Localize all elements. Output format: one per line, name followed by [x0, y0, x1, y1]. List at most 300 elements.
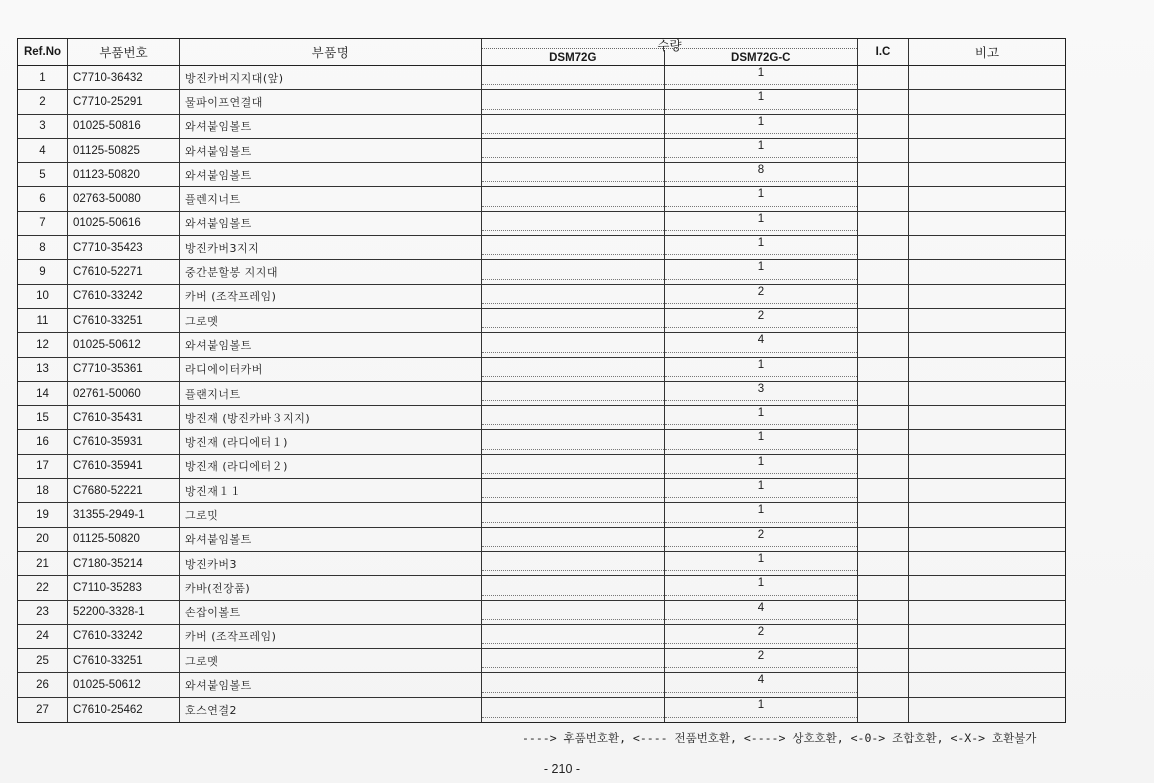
row-qty-dsm72g [482, 649, 665, 672]
row-ref-no: 7 [18, 212, 68, 235]
header-quantity-group [482, 39, 858, 65]
table-row [18, 285, 1065, 309]
row-ic [858, 309, 909, 332]
row-qty-dsm72g-c [665, 333, 858, 356]
row-ref-no: 27 [18, 698, 68, 722]
header-model-dsm72g-c: DSM72G-C [731, 51, 791, 64]
row-remarks [909, 382, 1065, 405]
dotted-guide [665, 643, 857, 644]
row-ref-no: 25 [18, 649, 68, 672]
row-remarks [909, 212, 1065, 235]
row-ref-no: 17 [18, 455, 68, 478]
row-ic [858, 382, 909, 405]
row-part-number: C7610-52271 [68, 260, 180, 283]
dotted-guide [665, 303, 857, 304]
row-part-name: 방진카버3지지 [180, 236, 482, 259]
row-part-name: 라디에이터카버 [180, 358, 482, 381]
header-ic: I.C [858, 39, 909, 65]
dotted-guide [665, 717, 857, 718]
row-part-name: 물파이프연결대 [180, 90, 482, 113]
table-row [18, 528, 1065, 552]
row-ic [858, 479, 909, 502]
row-ref-no: 21 [18, 552, 68, 575]
table-row [18, 430, 1065, 454]
row-ic [858, 236, 909, 259]
table-row [18, 382, 1065, 406]
row-remarks [909, 503, 1065, 526]
row-part-number: C7610-35431 [68, 406, 180, 429]
row-part-name: 방진재 (라디에터２) [180, 455, 482, 478]
table-row [18, 552, 1065, 576]
row-ic [858, 576, 909, 599]
row-ref-no: 18 [18, 479, 68, 502]
row-qty-dsm72g [482, 358, 665, 381]
row-qty-dsm72g-c [665, 163, 858, 186]
row-ref-no: 4 [18, 139, 68, 162]
row-part-name: 그로멧 [180, 649, 482, 672]
row-part-number: C7610-33251 [68, 309, 180, 332]
row-remarks [909, 528, 1065, 551]
row-qty-dsm72g-c [665, 552, 858, 575]
row-qty-dsm72g [482, 115, 665, 138]
row-part-name: 그로멧 [180, 309, 482, 332]
table-row [18, 309, 1065, 333]
row-part-number: 31355-2949-1 [68, 503, 180, 526]
table-row [18, 698, 1065, 722]
row-part-name: 카바(전장품) [180, 576, 482, 599]
table-row [18, 333, 1065, 357]
dotted-guide [665, 84, 857, 85]
row-ic [858, 625, 909, 648]
row-part-name: 손잡이볼트 [180, 601, 482, 624]
row-ref-no: 3 [18, 115, 68, 138]
row-qty-dsm72g-c [665, 285, 858, 308]
row-part-name: 중간분할봉 지지대 [180, 260, 482, 283]
row-qty-dsm72g-c [665, 358, 858, 381]
row-ref-no: 11 [18, 309, 68, 332]
row-part-number: C7710-35423 [68, 236, 180, 259]
dotted-guide [482, 546, 664, 547]
row-part-name: 방진재 (라디에터１) [180, 430, 482, 453]
row-remarks [909, 625, 1065, 648]
row-part-name: 와셔붙임볼트 [180, 115, 482, 138]
row-part-number: 02761-50060 [68, 382, 180, 405]
row-ref-no: 20 [18, 528, 68, 551]
row-qty-dsm72g [482, 528, 665, 551]
table-row [18, 163, 1065, 187]
row-part-number: C7610-25462 [68, 698, 180, 722]
row-ref-no: 9 [18, 260, 68, 283]
dotted-guide [482, 327, 664, 328]
row-quantity: 1 [757, 504, 765, 517]
row-part-name: 와셔붙임볼트 [180, 139, 482, 162]
row-remarks [909, 698, 1065, 722]
row-quantity: 1 [757, 480, 765, 493]
dotted-guide [665, 327, 857, 328]
row-qty-dsm72g [482, 139, 665, 162]
row-remarks [909, 309, 1065, 332]
row-ic [858, 163, 909, 186]
dotted-guide [482, 570, 664, 571]
row-quantity: 1 [757, 91, 765, 104]
dotted-guide [482, 206, 664, 207]
row-qty-dsm72g [482, 601, 665, 624]
row-part-name: 호스연결2 [180, 698, 482, 722]
table-row [18, 260, 1065, 284]
dotted-guide [482, 157, 664, 158]
row-ic [858, 673, 909, 696]
row-quantity: 1 [757, 237, 765, 250]
row-part-number: 01025-50612 [68, 673, 180, 696]
row-part-name: 방진카버지지대(앞) [180, 66, 482, 89]
row-remarks [909, 406, 1065, 429]
row-qty-dsm72g-c [665, 455, 858, 478]
row-ref-no: 26 [18, 673, 68, 696]
row-remarks [909, 66, 1065, 89]
dotted-guide [665, 109, 857, 110]
dotted-guide [665, 522, 857, 523]
row-ic [858, 698, 909, 722]
row-qty-dsm72g [482, 406, 665, 429]
row-qty-dsm72g [482, 455, 665, 478]
row-ic [858, 358, 909, 381]
table-row [18, 187, 1065, 211]
header-quantity-divider [482, 48, 857, 49]
row-ref-no: 8 [18, 236, 68, 259]
dotted-guide [665, 133, 857, 134]
row-quantity: 8 [757, 164, 765, 177]
row-qty-dsm72g-c [665, 430, 858, 453]
row-qty-dsm72g [482, 698, 665, 722]
dotted-guide [665, 546, 857, 547]
header-quantity: 수량 [657, 38, 682, 53]
row-quantity: 1 [757, 698, 765, 711]
row-part-number: C7710-25291 [68, 90, 180, 113]
row-ic [858, 430, 909, 453]
row-remarks [909, 601, 1065, 624]
row-qty-dsm72g-c [665, 236, 858, 259]
dotted-guide [482, 595, 664, 596]
row-quantity: 1 [757, 188, 765, 201]
row-quantity: 1 [757, 455, 765, 468]
row-qty-dsm72g [482, 333, 665, 356]
dotted-guide [482, 497, 664, 498]
row-qty-dsm72g [482, 285, 665, 308]
row-ic [858, 552, 909, 575]
row-part-number: 01123-50820 [68, 163, 180, 186]
row-quantity: 1 [757, 139, 765, 152]
row-part-name: 와셔붙임볼트 [180, 163, 482, 186]
table-row [18, 66, 1065, 90]
row-part-name: 플랜지너트 [180, 382, 482, 405]
row-remarks [909, 576, 1065, 599]
row-remarks [909, 285, 1065, 308]
dotted-guide [482, 400, 664, 401]
row-qty-dsm72g [482, 382, 665, 405]
row-quantity: 4 [757, 334, 765, 347]
dotted-guide [665, 230, 857, 231]
row-ic [858, 66, 909, 89]
row-remarks [909, 187, 1065, 210]
row-ic [858, 649, 909, 672]
row-quantity: 1 [757, 577, 765, 590]
row-ref-no: 24 [18, 625, 68, 648]
dotted-guide [482, 181, 664, 182]
dotted-guide [482, 717, 664, 718]
row-ref-no: 16 [18, 430, 68, 453]
row-part-number: C7110-35283 [68, 576, 180, 599]
parts-table [17, 38, 1066, 723]
row-part-number: C7710-36432 [68, 66, 180, 89]
dotted-guide [665, 595, 857, 596]
row-part-number: 01125-50820 [68, 528, 180, 551]
table-row [18, 139, 1065, 163]
row-ref-no: 14 [18, 382, 68, 405]
dotted-guide [482, 352, 664, 353]
row-quantity: 1 [757, 115, 765, 128]
row-part-name: 와셔붙임볼트 [180, 333, 482, 356]
row-qty-dsm72g-c [665, 90, 858, 113]
row-part-name: 방진재１１ [180, 479, 482, 502]
row-ic [858, 260, 909, 283]
row-qty-dsm72g [482, 479, 665, 502]
row-ref-no: 22 [18, 576, 68, 599]
row-quantity: 2 [757, 625, 765, 638]
row-part-name: 그로밋 [180, 503, 482, 526]
row-qty-dsm72g [482, 163, 665, 186]
row-remarks [909, 649, 1065, 672]
row-ref-no: 19 [18, 503, 68, 526]
dotted-guide [482, 376, 664, 377]
dotted-guide [482, 522, 664, 523]
row-ic [858, 139, 909, 162]
dotted-guide [482, 303, 664, 304]
dotted-guide [665, 254, 857, 255]
row-qty-dsm72g [482, 503, 665, 526]
row-remarks [909, 552, 1065, 575]
row-qty-dsm72g-c [665, 115, 858, 138]
row-ref-no: 5 [18, 163, 68, 186]
dotted-guide [665, 667, 857, 668]
row-quantity: 1 [757, 67, 765, 79]
row-ref-no: 15 [18, 406, 68, 429]
row-remarks [909, 358, 1065, 381]
row-quantity: 1 [757, 261, 765, 274]
row-remarks [909, 430, 1065, 453]
dotted-guide [482, 619, 664, 620]
dotted-guide [482, 84, 664, 85]
row-qty-dsm72g [482, 673, 665, 696]
dotted-guide [665, 376, 857, 377]
header-ref-no: Ref.No [18, 39, 68, 65]
dotted-guide [482, 424, 664, 425]
dotted-guide [665, 424, 857, 425]
row-ref-no: 2 [18, 90, 68, 113]
row-qty-dsm72g-c [665, 309, 858, 332]
dotted-guide [665, 692, 857, 693]
row-qty-dsm72g [482, 90, 665, 113]
header-part-name: 부품명 [180, 39, 482, 65]
row-part-number: 52200-3328-1 [68, 601, 180, 624]
table-row [18, 576, 1065, 600]
dotted-guide [482, 692, 664, 693]
dotted-guide [665, 473, 857, 474]
row-quantity: 1 [757, 407, 765, 420]
row-quantity: 2 [757, 528, 765, 541]
row-qty-dsm72g-c [665, 673, 858, 696]
row-quantity: 4 [757, 674, 765, 687]
dotted-guide [665, 157, 857, 158]
table-row [18, 455, 1065, 479]
row-part-name: 와셔붙임볼트 [180, 212, 482, 235]
dotted-guide [665, 206, 857, 207]
row-qty-dsm72g-c [665, 139, 858, 162]
table-row [18, 358, 1065, 382]
dotted-guide [482, 109, 664, 110]
row-ref-no: 6 [18, 187, 68, 210]
row-qty-dsm72g-c [665, 479, 858, 502]
row-part-number: C7610-33242 [68, 625, 180, 648]
table-row [18, 479, 1065, 503]
row-ic [858, 333, 909, 356]
dotted-guide [665, 400, 857, 401]
row-ref-no: 10 [18, 285, 68, 308]
header-remarks: 비고 [974, 45, 1000, 60]
row-quantity: 2 [757, 650, 765, 663]
row-qty-dsm72g [482, 430, 665, 453]
row-qty-dsm72g [482, 552, 665, 575]
row-qty-dsm72g-c [665, 625, 858, 648]
row-qty-dsm72g-c [665, 649, 858, 672]
dotted-guide [665, 352, 857, 353]
header-model-dsm72g: DSM72G [482, 50, 665, 65]
dotted-guide [665, 181, 857, 182]
row-qty-dsm72g-c [665, 212, 858, 235]
table-row [18, 212, 1065, 236]
dotted-guide [482, 254, 664, 255]
row-part-number: C7610-33242 [68, 285, 180, 308]
row-part-name: 카버 (조작프레임) [180, 625, 482, 648]
dotted-guide [665, 570, 857, 571]
table-row [18, 649, 1065, 673]
page-number: - 210 - [543, 762, 581, 776]
row-part-number: 01025-50816 [68, 115, 180, 138]
row-qty-dsm72g-c [665, 382, 858, 405]
dotted-guide [665, 449, 857, 450]
row-quantity: 1 [757, 358, 765, 371]
row-qty-dsm72g [482, 212, 665, 235]
table-row [18, 90, 1065, 114]
row-part-number: C7710-35361 [68, 358, 180, 381]
row-remarks [909, 139, 1065, 162]
dotted-guide [482, 279, 664, 280]
row-qty-dsm72g [482, 66, 665, 89]
row-remarks [909, 236, 1065, 259]
row-ic [858, 503, 909, 526]
row-ref-no: 13 [18, 358, 68, 381]
row-part-name: 방진재 (방진카바３지지) [180, 406, 482, 429]
row-qty-dsm72g-c [665, 260, 858, 283]
row-part-name: 카버 (조작프레임) [180, 285, 482, 308]
dotted-guide [482, 133, 664, 134]
row-part-number: C7610-35941 [68, 455, 180, 478]
row-part-name: 와셔붙임볼트 [180, 528, 482, 551]
row-qty-dsm72g-c [665, 601, 858, 624]
row-quantity: 2 [757, 309, 765, 322]
row-qty-dsm72g-c [665, 503, 858, 526]
row-ref-no: 12 [18, 333, 68, 356]
row-ref-no: 23 [18, 601, 68, 624]
row-ic [858, 212, 909, 235]
row-part-number: 01125-50825 [68, 139, 180, 162]
row-quantity: 2 [757, 285, 765, 298]
row-qty-dsm72g [482, 236, 665, 259]
dotted-guide [482, 667, 664, 668]
dotted-guide [482, 473, 664, 474]
row-qty-dsm72g [482, 260, 665, 283]
row-qty-dsm72g-c [665, 528, 858, 551]
row-quantity: 1 [757, 431, 765, 444]
row-part-name: 플렌지너트 [180, 187, 482, 210]
dotted-guide [665, 619, 857, 620]
table-row [18, 601, 1065, 625]
row-ic [858, 90, 909, 113]
row-remarks [909, 333, 1065, 356]
row-part-number: 01025-50616 [68, 212, 180, 235]
dotted-guide [482, 449, 664, 450]
row-qty-dsm72g [482, 309, 665, 332]
row-qty-dsm72g [482, 576, 665, 599]
header-part-number: 부품번호 [68, 39, 180, 65]
row-remarks [909, 455, 1065, 478]
row-qty-dsm72g-c [665, 66, 858, 89]
row-qty-dsm72g [482, 187, 665, 210]
row-quantity: 3 [757, 382, 765, 395]
row-part-number: C7180-35214 [68, 552, 180, 575]
interchangeability-legend: ----> 후품번호환, <---- 전품번호환, <----> 상호호환, <-0-> 조합호환, <-X-> 호환불가 [522, 731, 1037, 745]
row-part-number: C7610-33251 [68, 649, 180, 672]
row-ic [858, 455, 909, 478]
row-ic [858, 187, 909, 210]
row-remarks [909, 260, 1065, 283]
table-row [18, 503, 1065, 527]
row-part-number: 01025-50612 [68, 333, 180, 356]
row-part-number: 02763-50080 [68, 187, 180, 210]
row-remarks [909, 673, 1065, 696]
dotted-guide [665, 497, 857, 498]
row-quantity: 1 [757, 212, 765, 225]
row-ic [858, 285, 909, 308]
row-quantity: 1 [757, 552, 765, 565]
row-ic [858, 406, 909, 429]
dotted-guide [482, 643, 664, 644]
row-qty-dsm72g [482, 625, 665, 648]
row-remarks [909, 163, 1065, 186]
row-ic [858, 528, 909, 551]
row-ic [858, 115, 909, 138]
row-qty-dsm72g-c [665, 187, 858, 210]
row-qty-dsm72g-c [665, 698, 858, 722]
row-part-number: C7680-52221 [68, 479, 180, 502]
row-quantity: 4 [757, 601, 765, 614]
dotted-guide [482, 230, 664, 231]
row-ref-no: 1 [18, 66, 68, 89]
dotted-guide [665, 279, 857, 280]
row-qty-dsm72g-c [665, 576, 858, 599]
row-remarks [909, 90, 1065, 113]
table-row [18, 673, 1065, 697]
table-body [18, 66, 1065, 722]
